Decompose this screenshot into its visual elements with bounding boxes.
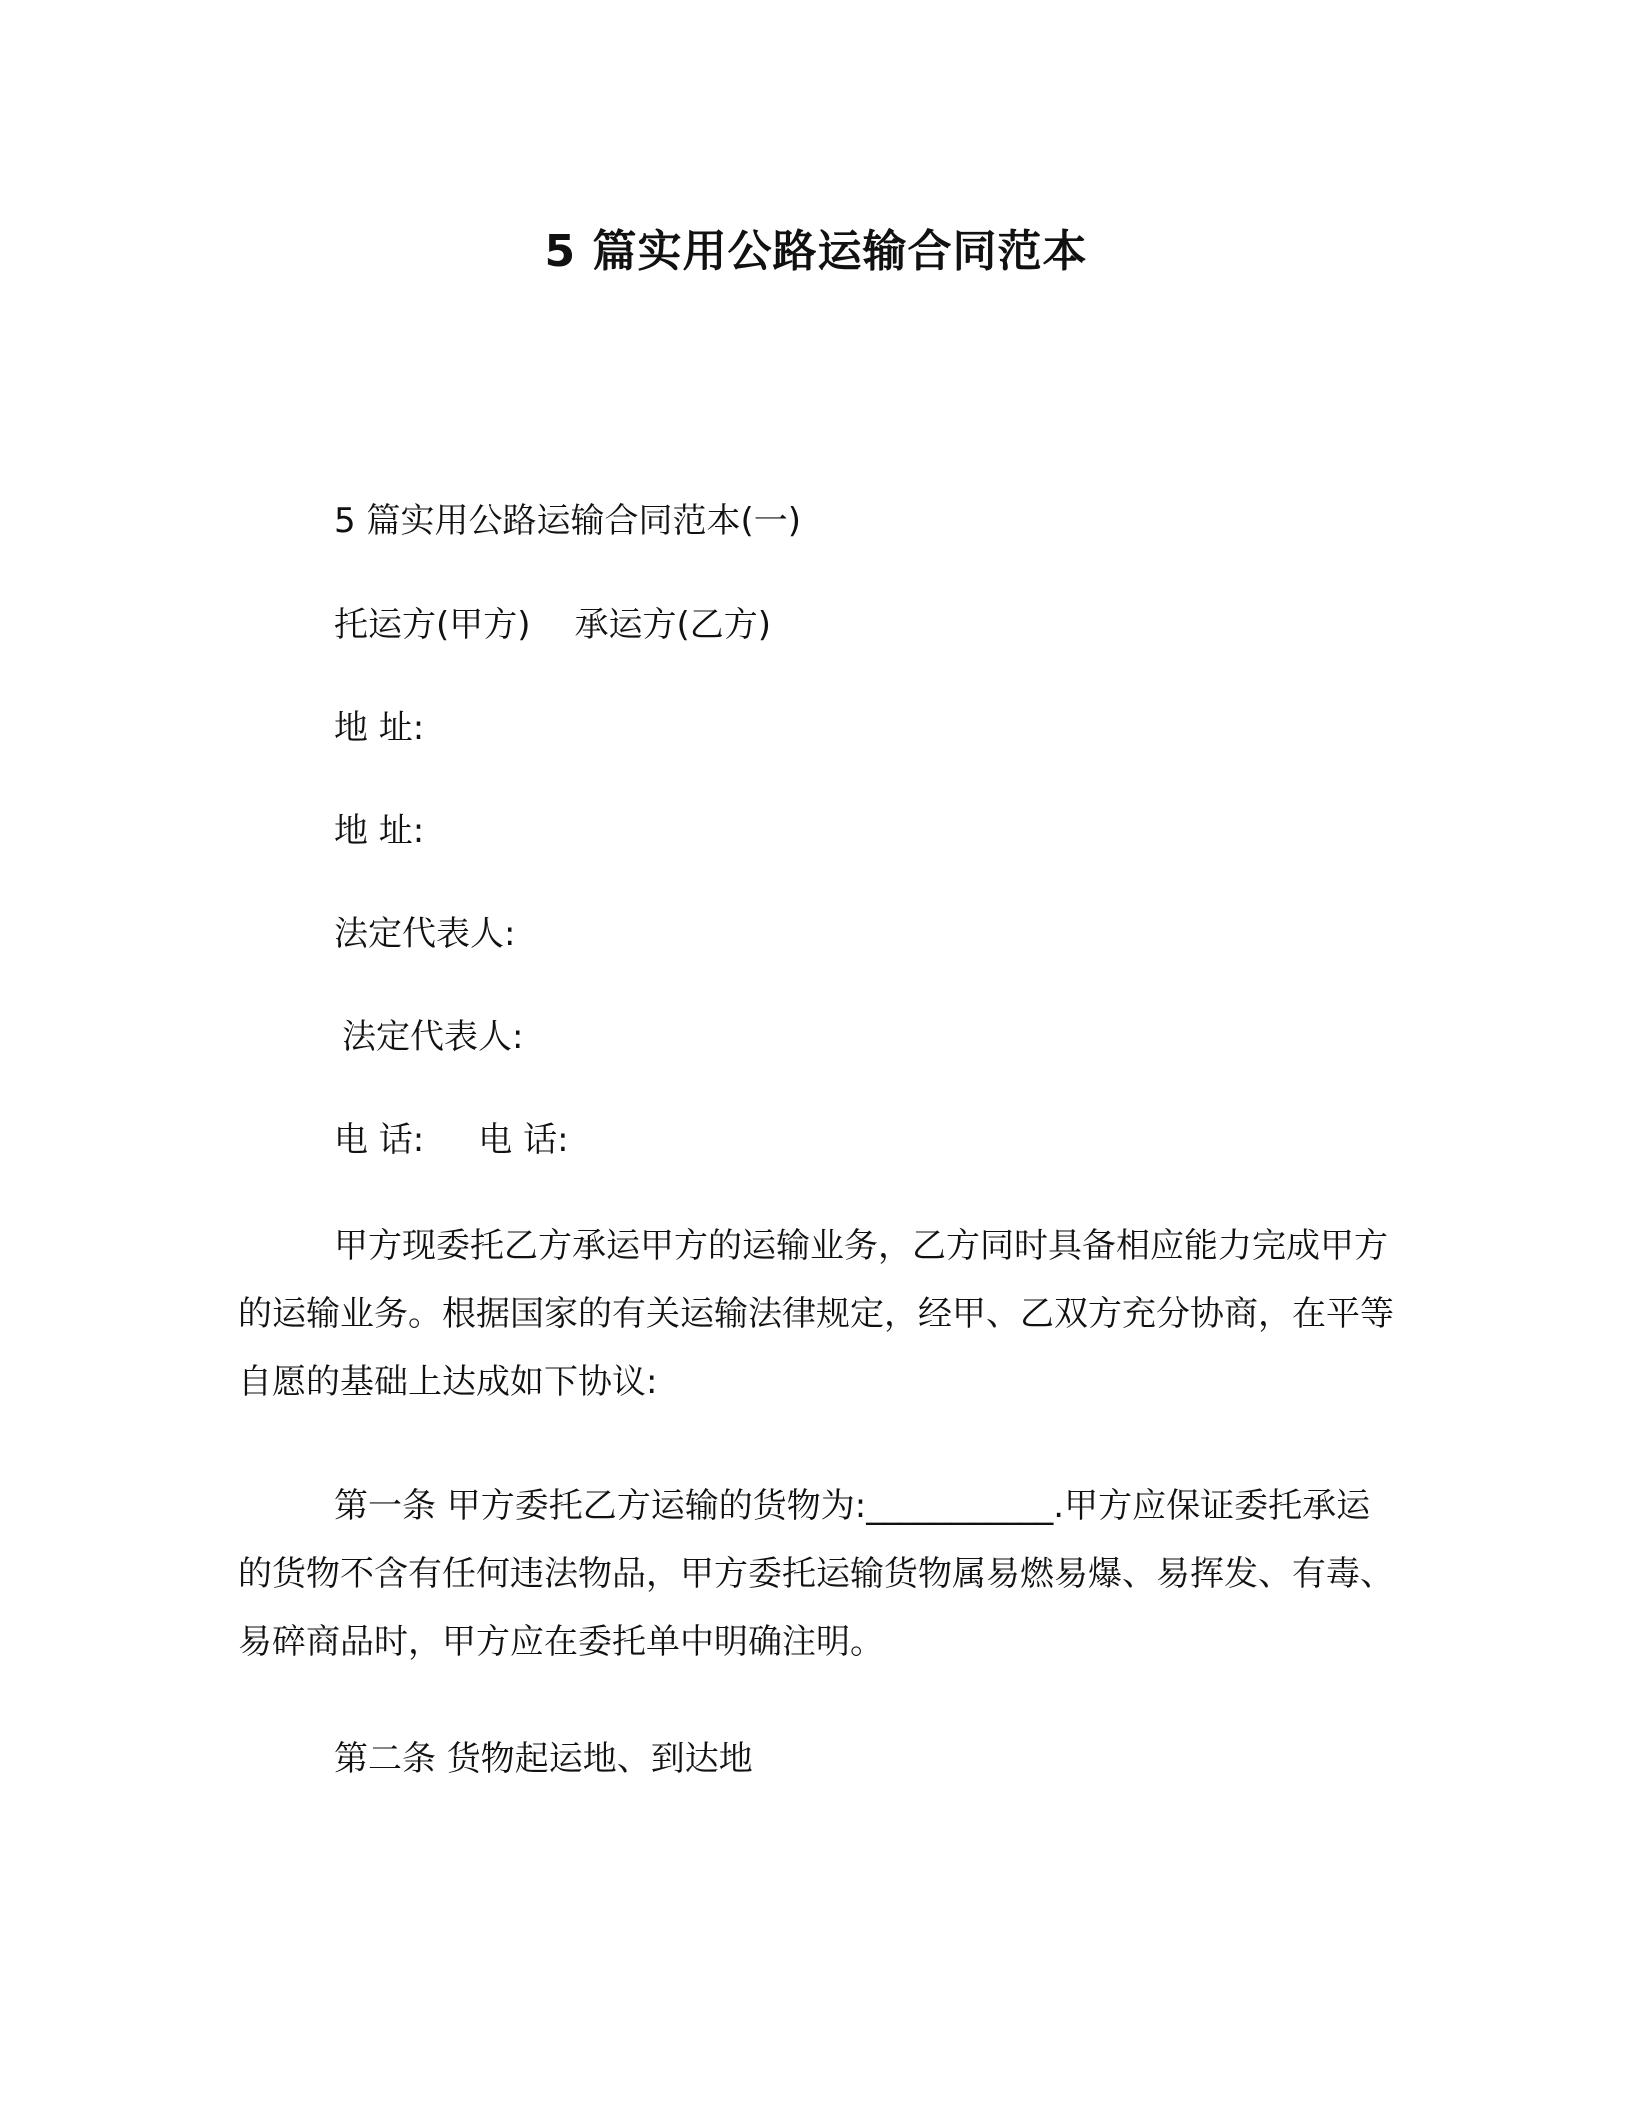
legal-representative-line-1: 法定代表人: — [334, 914, 516, 954]
address-line-2: 地 址: — [334, 811, 425, 851]
address-line-1: 地 址: — [334, 708, 425, 748]
article-1-paragraph: 第一条 甲方委托乙方运输的货物为:___________.甲方应保证委托承运的货物不含有任何违法物品，甲方委托运输货物属易燃易爆、易挥发、有毒、易碎商品时，甲方应在委托单中明确注明。 — [238, 1486, 1394, 1662]
legal-representative-line-2: 法定代表人: — [342, 1017, 524, 1057]
phone-label-2: 电 话: — [478, 1120, 569, 1160]
shipper-label: 托运方(甲方) — [334, 605, 531, 645]
intro-paragraph: 甲方现委托乙方承运甲方的运输业务，乙方同时具备相应能力完成甲方的运输业务。根据国家的有关运输法律规定，经甲、乙双方充分协商，在平等自愿的基础上达成如下协议: — [238, 1226, 1394, 1402]
document-title: 5 篇实用公路运输合同范本 — [544, 226, 1088, 277]
article-2-heading: 第二条 货物起运地、到达地 — [334, 1739, 753, 1779]
phone-line — [334, 1115, 569, 1165]
contract-subtitle: 5 篇实用公路运输合同范本(一) — [334, 501, 801, 541]
carrier-label: 承运方(乙方) — [574, 605, 772, 645]
parties-line — [334, 600, 771, 650]
phone-label-1: 电 话: — [334, 1120, 425, 1160]
